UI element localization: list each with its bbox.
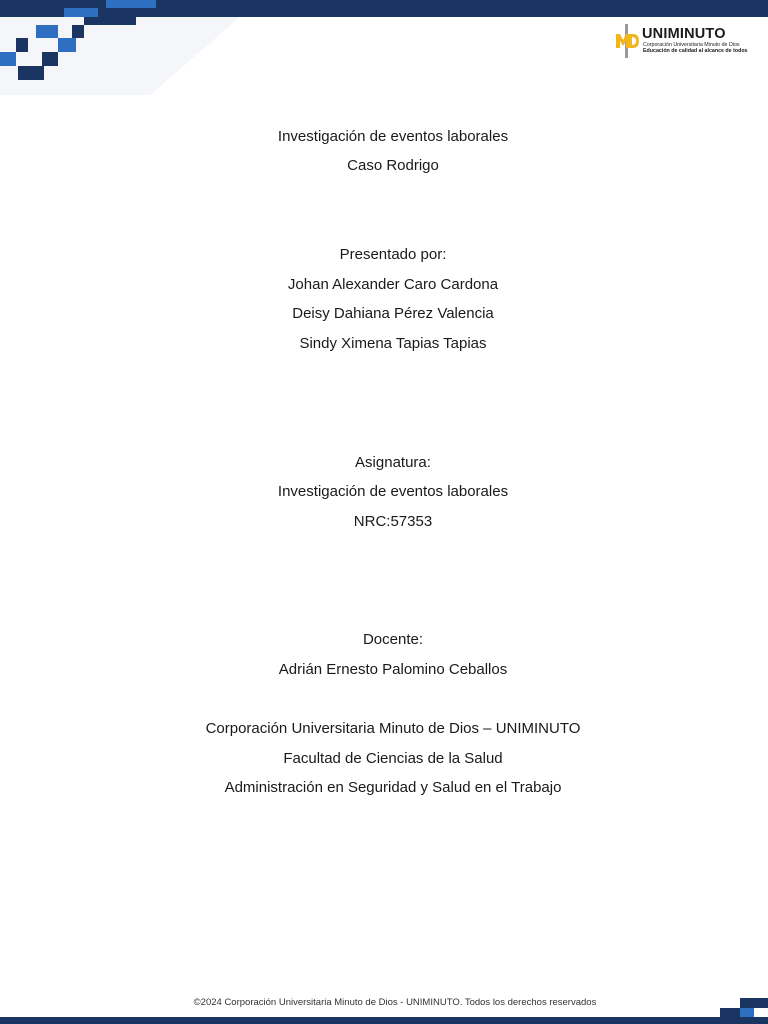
uniminuto-logo-mark-icon	[614, 24, 640, 58]
title-line-2: Caso Rodrigo	[347, 157, 439, 174]
subject-label: Asignatura:	[355, 454, 431, 471]
logo-subtitle: Corporación Universitaria Minuto de Dios	[643, 42, 740, 48]
teacher-label: Docente:	[362, 631, 424, 648]
logo-name: UNIMINUTO	[642, 26, 726, 42]
program-name: Administración en Seguridad y Salud en el Trabajo	[224, 779, 562, 796]
footer-copyright: ©2024 Corporación Universitaria Minuto de Dios - UNIMINUTO. Todos los derechos reservados	[193, 997, 597, 1008]
author-name: Sindy Ximena Tapias Tapias	[299, 335, 487, 352]
faculty-name: Facultad de Ciencias de la Salud	[283, 750, 503, 767]
corner-decoration	[0, 0, 240, 95]
logo-tagline: Educación de calidad al alcance de todos	[643, 48, 748, 54]
subject-name: Investigación de eventos laborales	[277, 483, 509, 500]
author-name: Johan Alexander Caro Cardona	[287, 276, 499, 293]
teacher-name: Adrián Ernesto Palomino Ceballos	[278, 661, 508, 678]
uniminuto-logo	[614, 22, 758, 60]
bottom-footer-bar	[0, 1017, 768, 1024]
title-line-1: Investigación de eventos laborales	[277, 128, 509, 145]
subject-nrc: NRC:57353	[353, 513, 433, 530]
institution-name: Corporación Universitaria Minuto de Dios – UNIMINUTO	[205, 720, 581, 737]
author-name: Deisy Dahiana Pérez Valencia	[292, 305, 494, 322]
presented-by-label: Presentado por:	[339, 246, 447, 263]
